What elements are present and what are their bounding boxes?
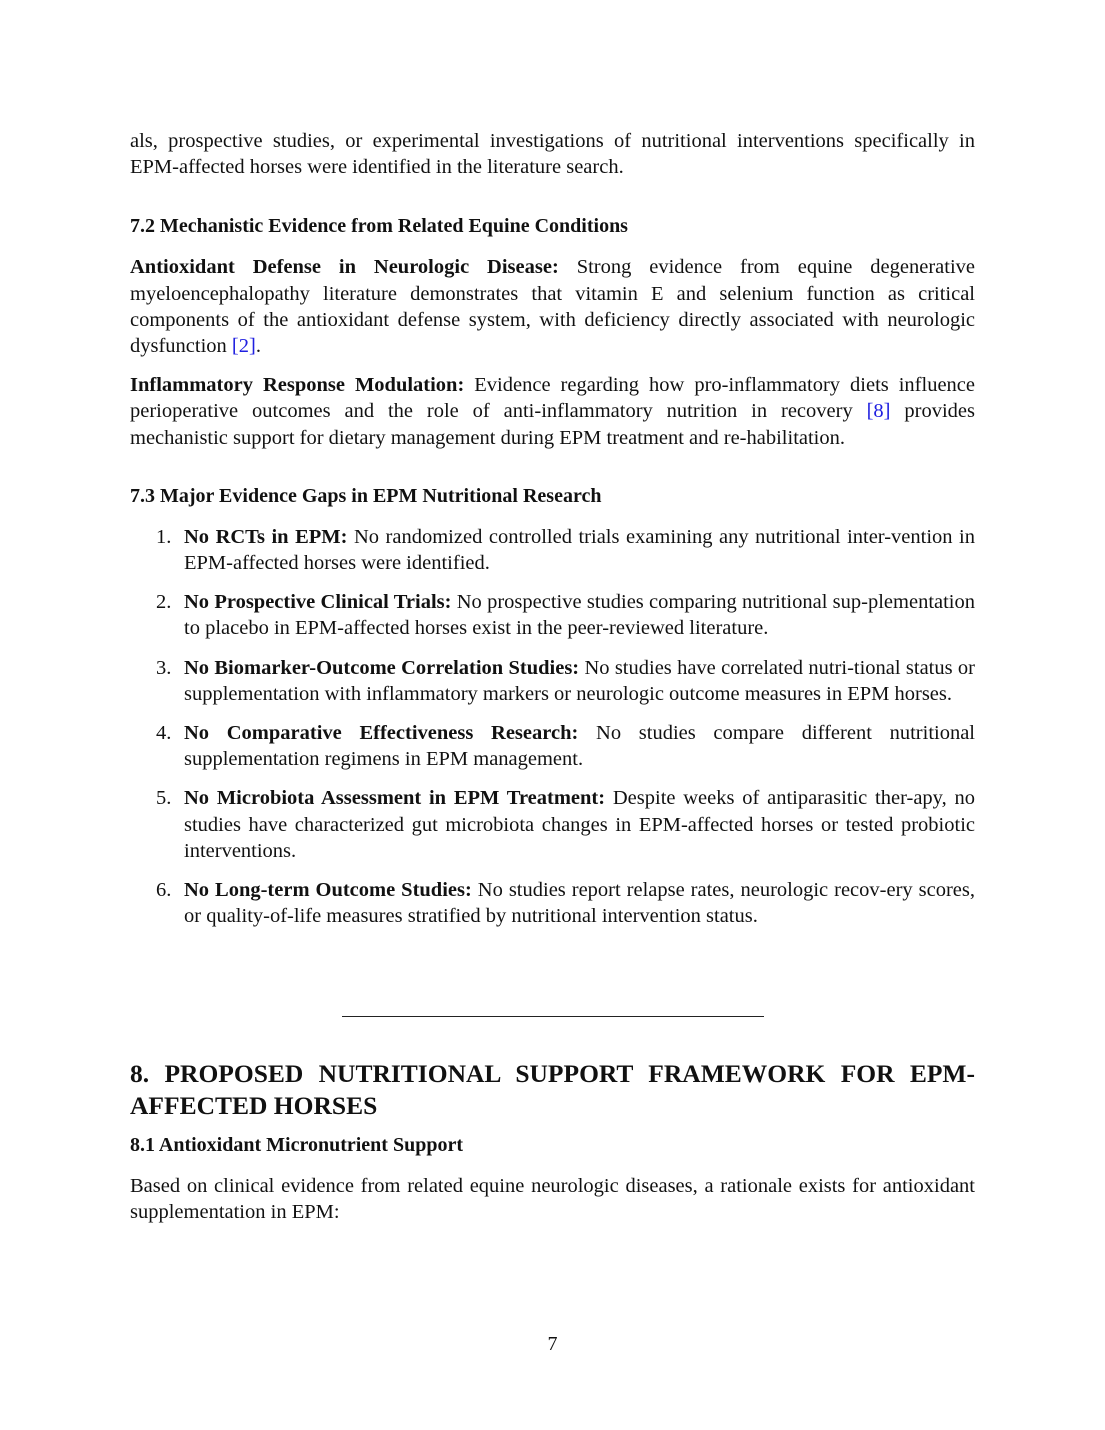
section-7-3-heading: 7.3 Major Evidence Gaps in EPM Nutritional Research [130,484,602,507]
citation-link[interactable]: [2] [231,335,256,358]
list-item-lead: No Microbiota Assessment in EPM Treatment: [184,787,606,810]
list-item-text: No studies have correlated nutri-tional status or supplementation with inflammatory markers or neurologic outcome measures in EPM horses. [184,656,975,705]
list-number: 1. [156,525,172,548]
list-item [130,589,975,641]
list-item [130,655,975,707]
list-item-lead: No Comparative Effectiveness Research: [184,722,579,745]
inflammatory-response-paragraph [130,372,975,451]
paragraph-lead: Antioxidant Defense in Neurologic Disease: [130,256,559,279]
page-body [130,128,975,929]
intro-paragraph: als, prospective studies, or experimental investigations of nutritional interventions specifically in EPM-affected horses were identified in the literature search. [130,130,975,179]
section-8 [130,1058,975,1225]
page-number: 7 [547,1333,558,1355]
list-item-text: No randomized controlled trials examining any nutritional inter-vention in EPM-affected horses were identified. [184,525,976,575]
section-divider [342,1016,764,1017]
section-7-2-heading: 7.2 Mechanistic Evidence from Related Equine Conditions [130,215,628,238]
section-8-1-paragraph: Based on clinical evidence from related equine neurologic diseases, a rationale exists for antioxidant supplementation in EPM: [130,1175,975,1224]
citation-link[interactable]: [8] [866,400,891,423]
list-number: 3. [156,656,172,679]
list-item-lead: No Biomarker-Outcome Correlation Studies: [184,656,580,679]
list-number: 5. [156,787,172,810]
paragraph-text: Strong evidence from equine degenerative myeloencephalopathy literature demonstrates that vitamin E and selenium function as critical components of the antioxidant defense system, with deficiency directly associated with neurologic dysfunction [130,256,975,358]
list-item [130,877,975,929]
list-item [130,720,975,772]
paragraph-lead: Inflammatory Response Modulation: [130,374,465,397]
list-item [130,524,975,576]
list-item [130,785,975,864]
list-item-lead: No Prospective Clinical Trials: [184,591,452,614]
list-item-lead: No Long-term Outcome Studies: [184,879,472,902]
list-number: 6. [156,879,172,902]
list-item-text: No prospective studies comparing nutritional sup-plementation to placebo in EPM-affected horses exist in the peer-reviewed literature. [184,591,975,640]
list-item-text: No studies report relapse rates, neurologic recov-ery scores, or quality-of-life measures stratified by nutritional intervention status. [184,879,975,928]
paragraph-text: Evidence regarding how pro-inflammatory diets influence perioperative outcomes and the role of anti-inflammatory nutrition in recovery [130,374,975,423]
list-item-lead: No RCTs in EPM: [184,525,348,548]
paragraph-text-end: . [255,335,261,358]
evidence-gaps-list [130,524,975,930]
section-8-heading: 8. PROPOSED NUTRITIONAL SUPPORT FRAMEWORK FOR EPM-AFFECTED HORSES [130,1059,975,1120]
antioxidant-defense-paragraph [130,254,975,359]
list-item-text: No studies compare different nutritional supplementation regimens in EPM management. [184,722,975,771]
section-8-1-heading: 8.1 Antioxidant Micronutrient Support [130,1134,463,1156]
paragraph-text-end: provides mechanistic support for dietary management during EPM treatment and re-habilitation. [130,400,975,449]
list-number: 4. [156,722,172,745]
list-number: 2. [156,591,172,614]
list-item-text: Despite weeks of antiparasitic ther-apy, no studies have characterized gut microbiota changes in EPM-affected horses or tested probiotic interventions. [184,787,975,862]
